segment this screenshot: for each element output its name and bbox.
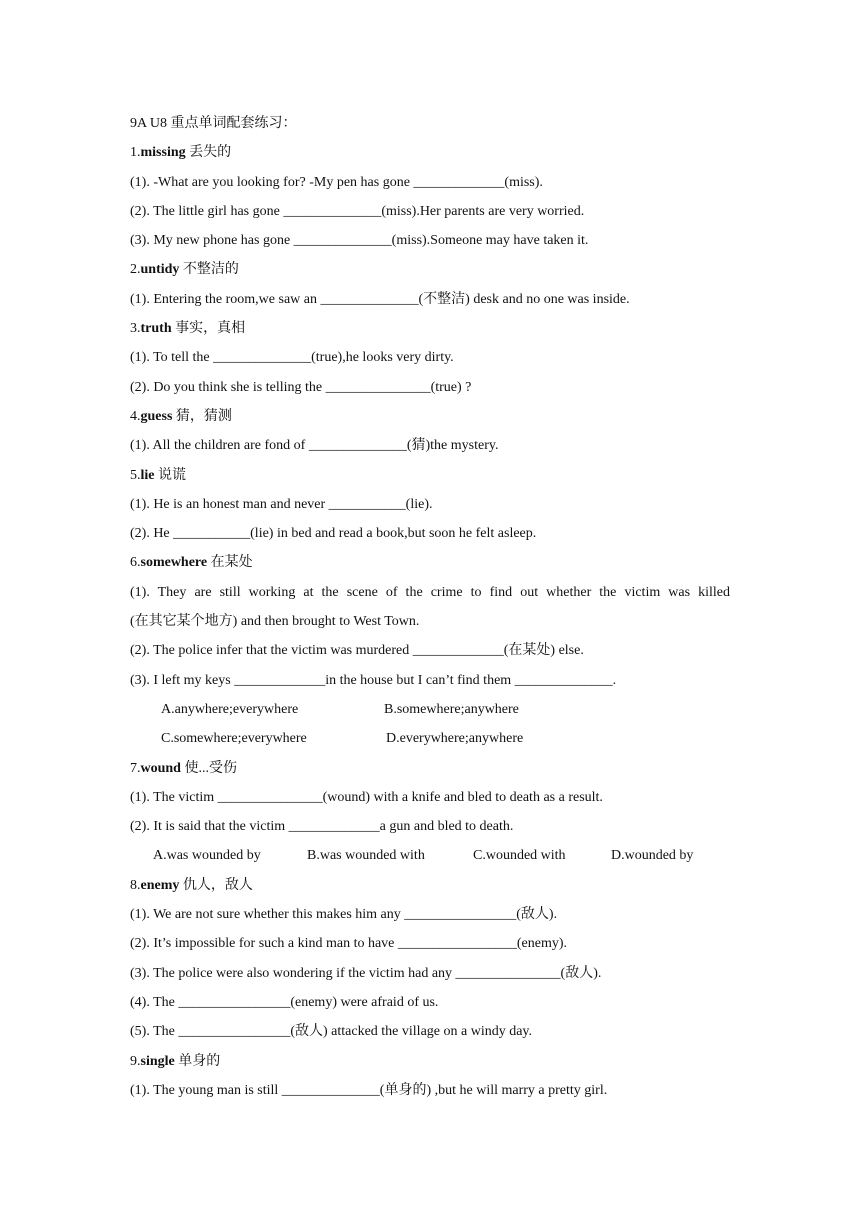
- exercise-item: (3). I left my keys _____________in the house but I can’t find them ______________.: [130, 672, 617, 688]
- section-meaning: 事实，真相: [171, 321, 246, 337]
- exercise-item: (3). The police were also wondering if the victim had any _______________(敌人).: [130, 965, 602, 981]
- section-heading-somewhere: [130, 548, 730, 577]
- exercise-item: (1). The young man is still ______________(单身的) ,but he will marry a pretty girl.: [130, 1082, 608, 1098]
- section-meaning: 不整洁的: [179, 262, 239, 278]
- choice-options-row: [130, 695, 730, 724]
- section-number: 7.: [130, 760, 141, 776]
- exercise-item: (1). All the children are fond of ______________(猜)the mystery.: [130, 438, 499, 454]
- section-heading-truth: [130, 314, 730, 343]
- exercise-item: (1). -What are you looking for? -My pen has gone _____________(miss).: [130, 174, 543, 190]
- section-word: truth: [140, 321, 172, 337]
- section-heading-missing: [130, 138, 730, 167]
- section-meaning: 仇人，敌人: [179, 877, 253, 893]
- section-word: lie: [140, 467, 155, 483]
- section-number: 6.: [130, 555, 141, 571]
- section-number: 1.: [130, 145, 141, 161]
- section-heading-enemy: [130, 871, 730, 900]
- exercise-item: (2). It’s impossible for such a kind man to have _________________(enemy).: [130, 936, 568, 952]
- page-title: 9A U8 重点单词配套练习：: [130, 116, 297, 131]
- choice-option-b: B.somewhere;anywhere: [384, 701, 519, 717]
- exercise-item: (5). The ________________(敌人) attacked the village on a windy day.: [130, 1024, 533, 1040]
- worksheet: [130, 109, 730, 1105]
- choice-options-row: [130, 724, 730, 753]
- choice-option-d: D.wounded by: [611, 848, 694, 864]
- exercise-item: (2). He ___________(lie) in bed and read a book,but soon he felt asleep.: [130, 526, 537, 542]
- exercise-item: (1). They are still working at the scene of the crime to find out whether the victim was killed: [130, 584, 730, 600]
- section-word: untidy: [140, 262, 180, 278]
- section-word: enemy: [140, 877, 180, 893]
- section-meaning: 猜，猜测: [172, 408, 232, 424]
- exercise-item: (2). The little girl has gone ______________(miss).Her parents are very worried.: [130, 203, 585, 219]
- section-heading-guess: [130, 402, 730, 431]
- section-meaning: 丢失的: [185, 145, 232, 161]
- section-number: 4.: [130, 408, 141, 424]
- exercise-item-continued: (在其它某个地方) and then brought to West Town.: [130, 614, 420, 630]
- choice-option-a: A.anywhere;everywhere: [161, 701, 299, 717]
- exercise-item: (1). Entering the room,we saw an ______________(不整洁) desk and no one was inside.: [130, 291, 630, 307]
- section-meaning: 使...受伤: [180, 760, 237, 776]
- choice-option-d: D.everywhere;anywhere: [386, 731, 524, 747]
- exercise-item: (1). To tell the ______________(true),he looks very dirty.: [130, 350, 454, 366]
- choice-options-row: [130, 841, 730, 870]
- section-meaning: 在某处: [207, 555, 253, 571]
- section-heading-untidy: [130, 255, 730, 284]
- section-heading-single: [130, 1047, 730, 1076]
- section-word: guess: [140, 408, 173, 424]
- section-word: single: [140, 1053, 175, 1069]
- section-word: somewhere: [140, 555, 208, 571]
- exercise-item: (2). The police infer that the victim was murdered _____________(在某处) else.: [130, 643, 584, 659]
- exercise-item: (2). Do you think she is telling the _______________(true) ?: [130, 379, 472, 395]
- section-meaning: 单身的: [174, 1053, 221, 1069]
- exercise-item: (1). The victim _______________(wound) with a knife and bled to death as a result.: [130, 789, 603, 805]
- choice-option-c: C.somewhere;everywhere: [161, 731, 307, 747]
- exercise-item: (1). We are not sure whether this makes him any ________________(敌人).: [130, 907, 558, 923]
- section-number: 9.: [130, 1053, 141, 1069]
- section-number: 5.: [130, 467, 141, 483]
- section-word: wound: [140, 760, 181, 776]
- section-meaning: 说谎: [154, 467, 186, 483]
- exercise-item: (2). It is said that the victim _____________a gun and bled to death.: [130, 819, 514, 835]
- exercise-item: (1). He is an honest man and never ___________(lie).: [130, 496, 433, 512]
- section-word: missing: [140, 145, 186, 161]
- choice-option-b: B.was wounded with: [307, 848, 425, 864]
- choice-option-c: C.wounded with: [473, 848, 566, 864]
- section-number: 3.: [130, 321, 141, 337]
- section-number: 2.: [130, 262, 141, 278]
- section-number: 8.: [130, 877, 141, 893]
- section-heading-wound: [130, 754, 730, 783]
- section-heading-lie: [130, 461, 730, 490]
- exercise-item: (4). The ________________(enemy) were afraid of us.: [130, 994, 439, 1010]
- choice-option-a: A.was wounded by: [153, 848, 261, 864]
- exercise-item: (3). My new phone has gone ______________(miss).Someone may have taken it.: [130, 233, 589, 249]
